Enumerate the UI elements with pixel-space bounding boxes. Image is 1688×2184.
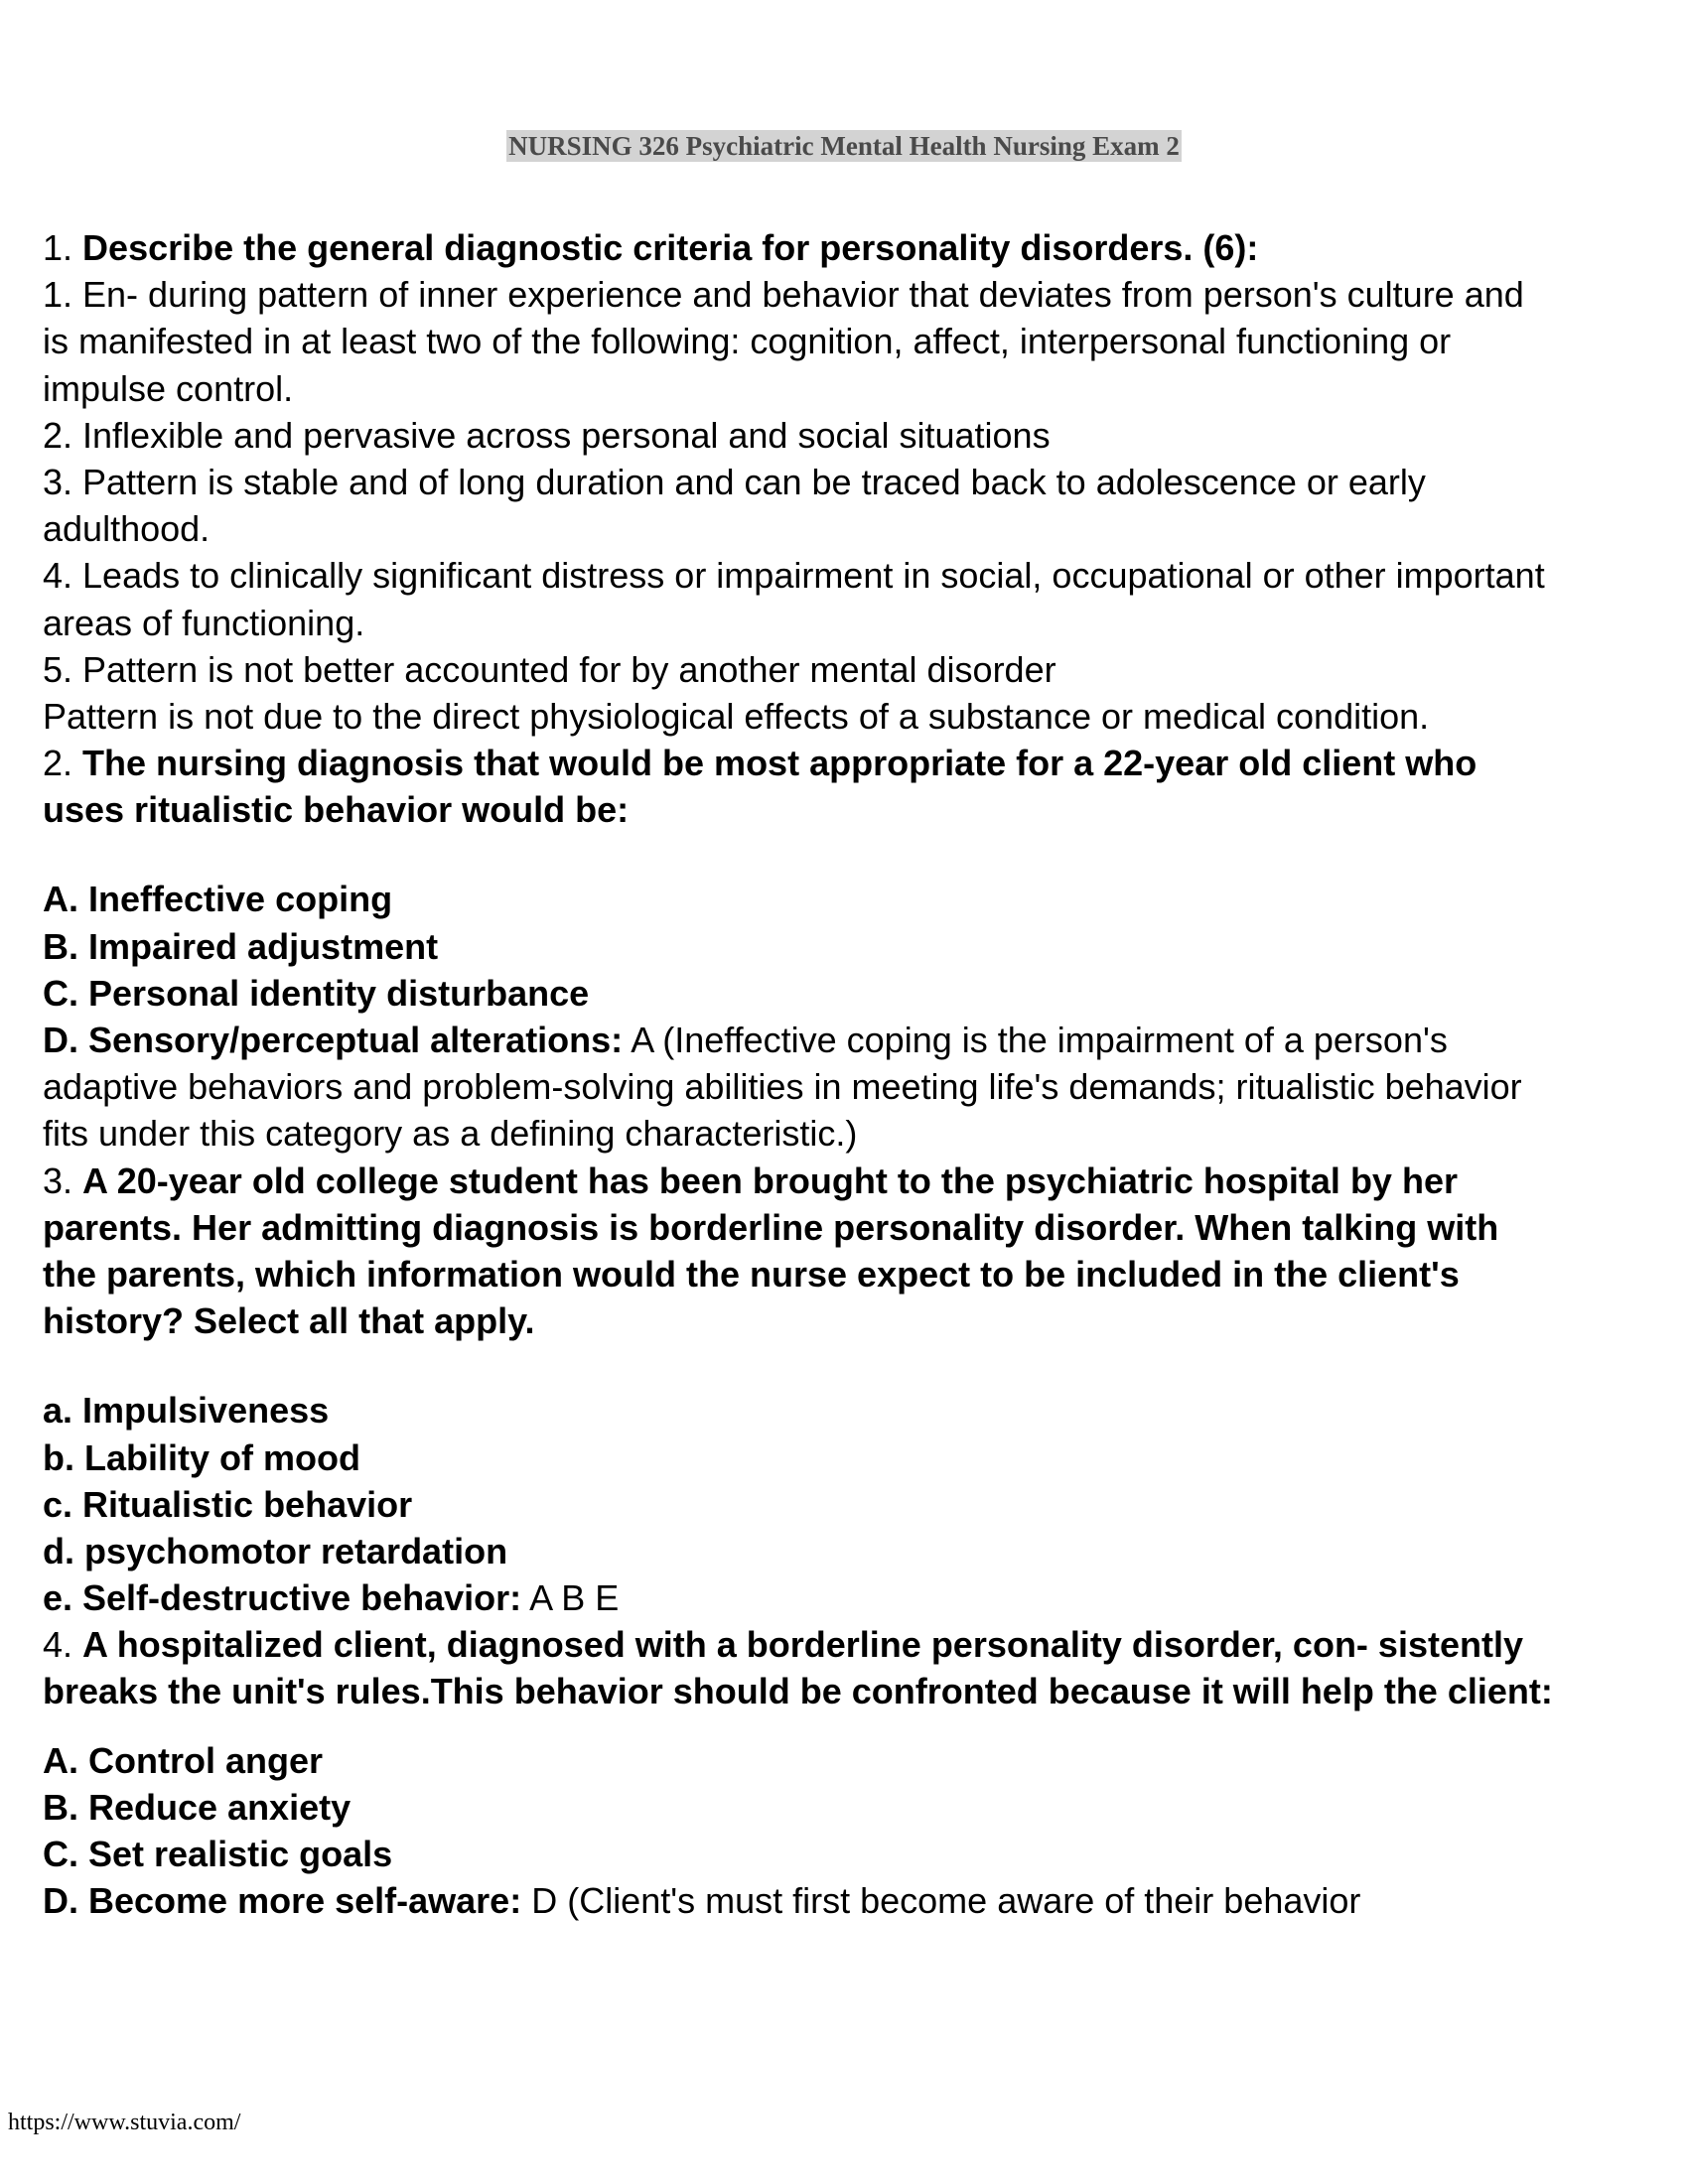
q1-line: 3. Pattern is stable and of long duration and can be traced back to adolescence or early [43, 461, 1426, 502]
q3-heading [43, 1158, 1656, 1204]
q4-option: C. Set realistic goals [43, 1834, 393, 1874]
q4-last-option: D. Become more self-aware: [43, 1880, 522, 1922]
q1-heading [43, 224, 1656, 271]
q3-last-option: e. Self-destructive behavior: [43, 1577, 522, 1619]
q2-option: C. Personal identity disturbance [43, 972, 590, 1014]
q3-title-cont: the parents, which information would the nurse expect to be included in the client's [43, 1253, 1460, 1295]
q4-option-answer [43, 1877, 1656, 1924]
q3-option: d. psychomotor retardation [43, 1530, 508, 1571]
q1-line: impulse control. [43, 367, 294, 409]
q2-last-option: D. Sensory/perceptual alterations: [43, 1020, 624, 1060]
document-body [43, 224, 1656, 1924]
q2-heading [43, 740, 1656, 786]
q2-option-answer [43, 1017, 1656, 1063]
q2-answer-line: fits under this category as a defining characteristic.) [43, 1113, 858, 1155]
q3-number: 3. [43, 1160, 73, 1201]
footer-url[interactable]: https://www.stuvia.com/ [8, 2110, 241, 2135]
q3-option-answer [43, 1574, 1656, 1621]
q4-answer: D (Client's must first become aware of their behavior [531, 1880, 1361, 1922]
q1-line: adulthood. [43, 508, 211, 550]
q1-line: 1. En- during pattern of inner experience and behavior that deviates from person's culture and [43, 274, 1524, 316]
q2-title: The nursing diagnosis that would be most appropriate for a 22-year old client who [82, 743, 1477, 784]
q4-title-cont: breaks the unit's rules.This behavior should be confronted because it will help the client: [43, 1671, 1553, 1712]
q4-option: A. Control anger [43, 1739, 324, 1781]
q2-number: 2. [43, 743, 73, 784]
q1-line: Pattern is not due to the direct physiological effects of a substance or medical condition. [43, 695, 1430, 737]
q1-title: Describe the general diagnostic criteria for personality disorders. (6): [82, 227, 1259, 268]
q1-line: 5. Pattern is not better accounted for by another mental disorder [43, 648, 1056, 690]
q3-option: a. Impulsiveness [43, 1390, 330, 1432]
q3-title-cont: history? Select all that apply. [43, 1300, 535, 1342]
q3-option: b. Lability of mood [43, 1436, 360, 1478]
q3-answer: A B E [529, 1577, 620, 1619]
q2-answer-line: adaptive behaviors and problem-solving abilities in meeting life's demands; ritualistic behavior [43, 1066, 1522, 1108]
q1-line: 4. Leads to clinically significant distress or impairment in social, occupational or other important [43, 555, 1545, 597]
q4-number: 4. [43, 1624, 73, 1666]
q1-line: is manifested in at least two of the following: cognition, affect, interpersonal functioning or [43, 321, 1452, 362]
q4-option: B. Reduce anxiety [43, 1786, 352, 1828]
q3-title: A 20-year old college student has been brought to the psychiatric hospital by her [82, 1160, 1458, 1201]
q3-title-cont: parents. Her admitting diagnosis is borderline personality disorder. When talking with [43, 1206, 1499, 1248]
q1-line: areas of functioning. [43, 602, 365, 643]
page-title-text: NURSING 326 Psychiatric Mental Health Nursing Exam 2 [508, 131, 1180, 161]
q2-option: A. Ineffective coping [43, 879, 393, 920]
q2-option: B. Impaired adjustment [43, 925, 439, 967]
q2-title-cont: uses ritualistic behavior would be: [43, 789, 630, 831]
q1-line: 2. Inflexible and pervasive across personal and social situations [43, 414, 1051, 456]
q2-answer: A (Ineffective coping is the impairment of a person's [631, 1020, 1448, 1060]
q1-number: 1. [43, 227, 73, 268]
q4-heading [43, 1621, 1656, 1668]
q4-title: A hospitalized client, diagnosed with a borderline personality disorder, con- sistently [82, 1624, 1523, 1666]
q3-option: c. Ritualistic behavior [43, 1483, 413, 1525]
page-title [0, 131, 1688, 162]
